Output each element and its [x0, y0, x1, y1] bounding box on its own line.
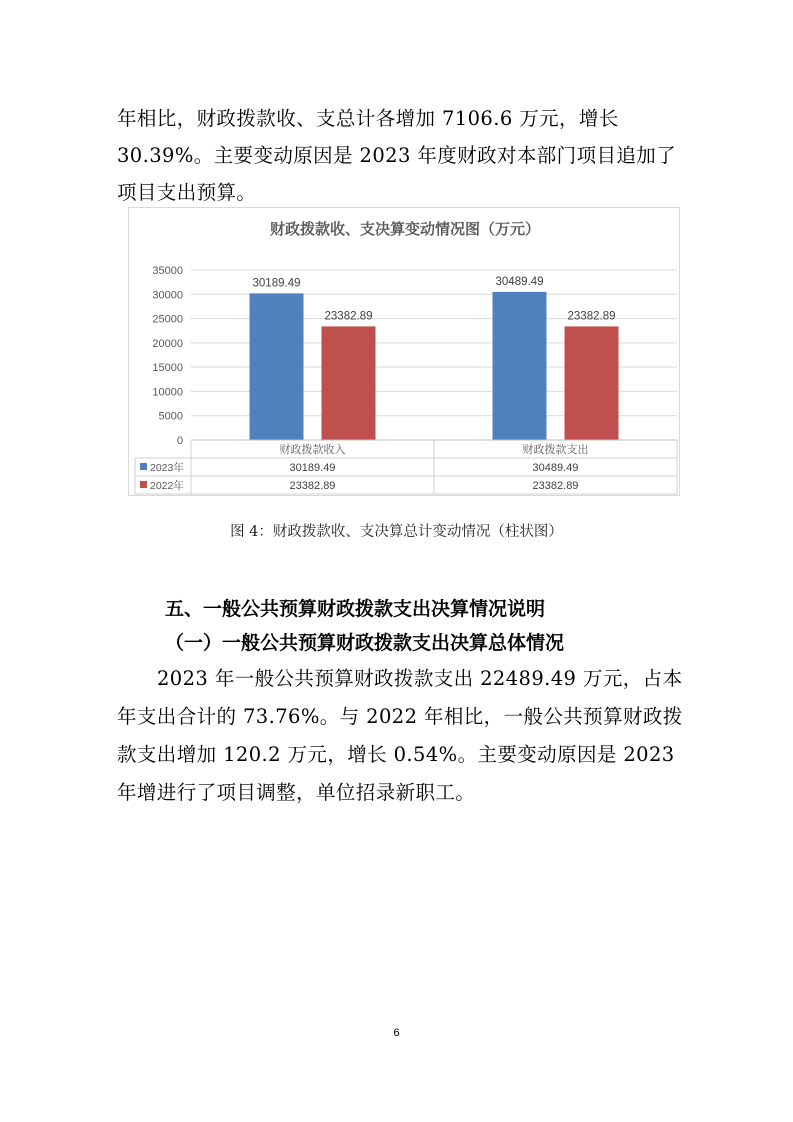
- table-cell: 23382.89: [289, 480, 336, 492]
- data-label: 30189.49: [252, 277, 301, 290]
- bar-chart: [128, 207, 680, 496]
- body-paragraph: 2023 年一般公共预算财政拨款支出 22489.49 万元，占本年支出合计的 73.76%。与 2022 年相比，一般公共预算财政拨款支出增加 120.2 万元，增长 0.54%。主要变动原因是 2023 年增进行了项目调整，单位招录新职工。: [117, 667, 683, 804]
- data-label: 23382.89: [567, 310, 616, 323]
- page-number: 6: [393, 1027, 400, 1039]
- table-cell: 30189.49: [289, 462, 336, 474]
- y-tick-label: 35000: [152, 265, 183, 277]
- y-tick-label: 5000: [158, 410, 183, 423]
- bar: [250, 293, 304, 440]
- y-tick-label: 25000: [152, 313, 183, 326]
- intro-paragraph: 年相比，财政拨款收、支总计各增加 7106.6 万元，增长 30.39%。主要变动原因是 2023 年度财政对本部门项目追加了项目支出预算。: [117, 107, 677, 204]
- y-tick-label: 15000: [152, 362, 183, 375]
- data-label: 30489.49: [495, 275, 544, 288]
- chart-canvas: [129, 208, 679, 495]
- y-tick-label: 10000: [152, 386, 183, 399]
- chart-title: 财政拨款收、支决算变动情况图（万元）: [269, 220, 540, 238]
- legend-key: [140, 463, 147, 470]
- bar: [322, 326, 376, 440]
- subsection-heading: （一）一般公共预算财政拨款支出决算总体情况: [165, 632, 565, 654]
- legend-label: 2022年: [150, 480, 184, 492]
- data-label: 23382.89: [324, 310, 373, 323]
- y-tick-label: 30000: [152, 289, 183, 302]
- section-heading: 五、一般公共预算财政拨款支出决算情况说明: [165, 598, 546, 620]
- table-cell: 23382.89: [532, 480, 579, 492]
- y-tick-label: 0: [176, 435, 183, 447]
- figure-caption: 图 4：财政拨款收、支决算总计变动情况（柱状图）: [230, 524, 563, 540]
- bar: [565, 326, 619, 440]
- y-tick-label: 20000: [152, 337, 183, 350]
- x-tick-label: 财政拨款收入: [279, 444, 346, 456]
- x-tick-label: 财政拨款支出: [522, 444, 589, 456]
- legend-label: 2023年: [150, 462, 184, 474]
- table-cell: 30489.49: [532, 462, 579, 474]
- legend-key: [140, 481, 147, 488]
- bar: [493, 292, 547, 440]
